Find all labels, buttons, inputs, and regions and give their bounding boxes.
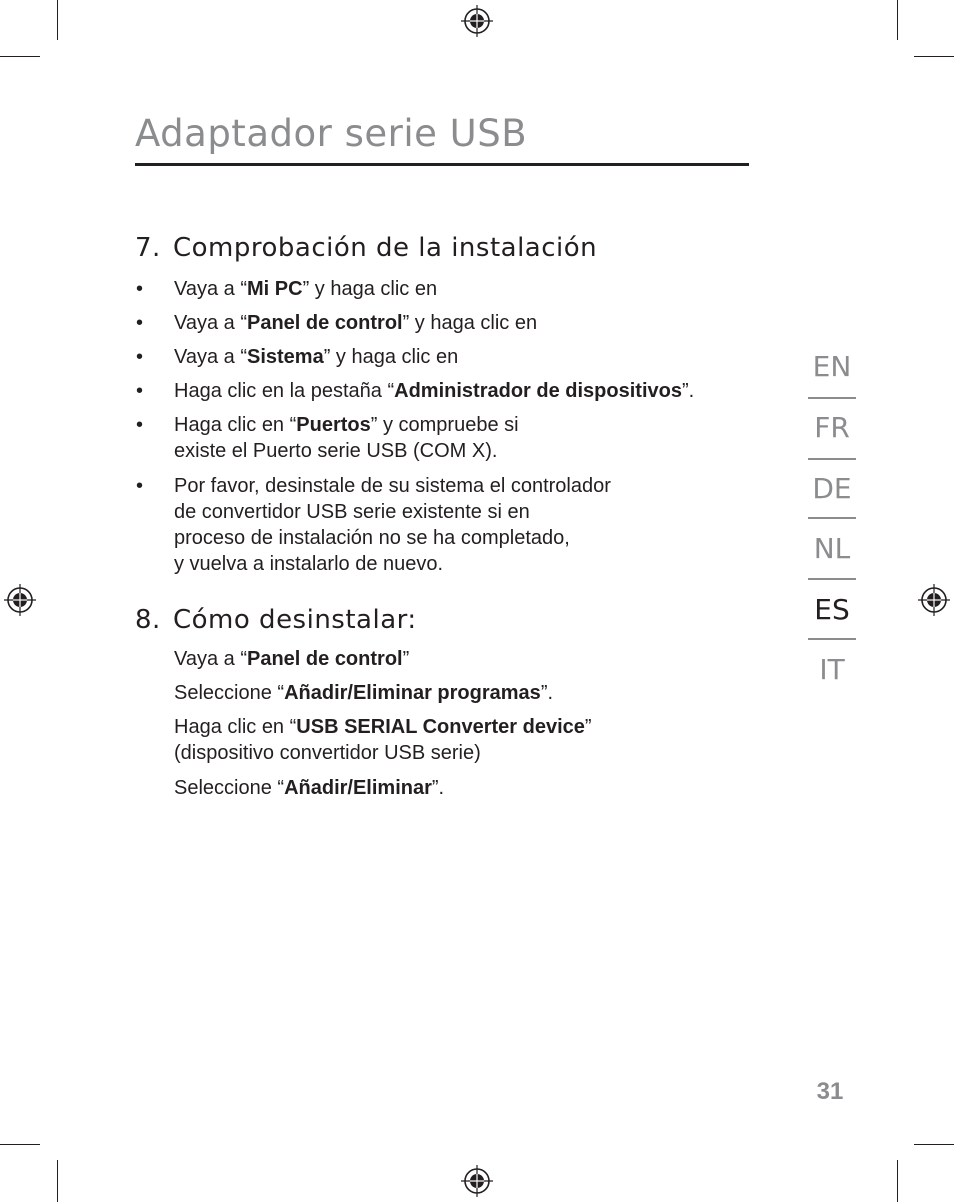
list-item-line <box>174 473 611 499</box>
body-text: Vaya a “ <box>174 312 247 334</box>
body-text: proceso de instalación no se ha completado, <box>174 527 570 549</box>
body-text: Haga clic en “ <box>174 414 297 436</box>
list-item-line <box>174 646 409 672</box>
emphasis-text: Añadir/Eliminar programas <box>284 682 541 704</box>
list-item-line <box>174 775 444 801</box>
language-tab-fr[interactable]: FR <box>814 411 850 444</box>
language-tab-divider <box>808 638 856 640</box>
registration-mark-icon <box>460 1164 494 1198</box>
body-text: Vaya a “ <box>174 648 247 670</box>
bullet-icon: • <box>136 475 144 497</box>
registration-mark-icon <box>460 4 494 38</box>
bullet-icon: • <box>136 346 144 368</box>
list-item-line <box>174 714 592 740</box>
emphasis-text: Sistema <box>247 346 324 368</box>
list-item-line <box>174 680 553 706</box>
list-item-line <box>174 310 537 336</box>
page-title: Adaptador serie USB <box>135 112 528 155</box>
crop-mark <box>57 1160 58 1202</box>
list-item-line <box>174 412 519 438</box>
language-tab-it[interactable]: IT <box>819 653 845 686</box>
registration-mark-icon <box>3 583 37 617</box>
list-item-line <box>174 276 437 302</box>
body-text: ” y haga clic en <box>302 278 438 300</box>
section-8-heading <box>135 605 417 635</box>
section-7-heading <box>135 233 597 263</box>
body-text: Por favor, desinstale de su sistema el controlador <box>174 475 611 497</box>
language-tab-nl[interactable]: NL <box>813 532 851 565</box>
section-number: 8. <box>135 605 161 635</box>
list-item-line <box>174 525 570 551</box>
body-text: existe el Puerto serie USB (COM X). <box>174 440 498 462</box>
body-text: de convertidor USB serie existente si en <box>174 501 530 523</box>
crop-mark <box>0 1144 40 1145</box>
body-text: (dispositivo convertidor USB serie) <box>174 742 481 764</box>
body-text: ” y compruebe si <box>370 414 519 436</box>
section-number: 7. <box>135 233 161 263</box>
crop-mark <box>0 56 40 57</box>
list-item-line <box>174 438 497 464</box>
bullet-icon: • <box>136 414 144 436</box>
crop-mark <box>897 0 898 40</box>
language-tab-divider <box>808 397 856 399</box>
list-item-line <box>174 551 443 577</box>
body-text: ” y haga clic en <box>402 312 538 334</box>
list-item-line <box>174 740 481 766</box>
page-number: 31 <box>816 1078 844 1105</box>
bullet-icon: • <box>136 278 144 300</box>
body-text: ”. <box>431 777 445 799</box>
crop-mark <box>57 0 58 40</box>
crop-mark <box>897 1160 898 1202</box>
language-tab-de[interactable]: DE <box>812 472 852 505</box>
body-text: Haga clic en “ <box>174 716 297 738</box>
body-text: ” y haga clic en <box>323 346 459 368</box>
registration-mark-icon <box>917 583 951 617</box>
body-text: Seleccione “ <box>174 777 285 799</box>
list-item-line <box>174 378 694 404</box>
body-text: ” <box>402 648 410 670</box>
body-text: Haga clic en la pestaña “ <box>174 380 395 402</box>
emphasis-text: Panel de control <box>247 648 403 670</box>
emphasis-text: Panel de control <box>247 312 403 334</box>
title-underline <box>135 163 749 166</box>
emphasis-text: Administrador de dispositivos <box>394 380 682 402</box>
body-text: ”. <box>540 682 554 704</box>
section-title: Cómo desinstalar: <box>173 605 417 635</box>
section-title: Comprobación de la instalación <box>173 233 598 263</box>
bullet-icon: • <box>136 312 144 334</box>
language-tab-en[interactable]: EN <box>812 350 852 383</box>
crop-mark <box>914 56 954 57</box>
body-text: Seleccione “ <box>174 682 285 704</box>
language-tab-divider <box>808 578 856 580</box>
emphasis-text: Mi PC <box>247 278 303 300</box>
bullet-icon: • <box>136 380 144 402</box>
body-text: Vaya a “ <box>174 278 247 300</box>
body-text: y vuelva a instalarlo de nuevo. <box>174 553 444 575</box>
list-item-line <box>174 499 530 525</box>
list-item-line <box>174 344 458 370</box>
emphasis-text: Puertos <box>296 414 371 436</box>
body-text: ” <box>584 716 592 738</box>
body-text: Vaya a “ <box>174 346 247 368</box>
language-tab-divider <box>808 458 856 460</box>
language-tab-divider <box>808 517 856 519</box>
language-tab-es[interactable]: ES <box>814 593 850 626</box>
crop-mark <box>914 1144 954 1145</box>
body-text: ”. <box>681 380 695 402</box>
emphasis-text: Añadir/Eliminar <box>284 777 432 799</box>
emphasis-text: USB SERIAL Converter device <box>296 716 585 738</box>
